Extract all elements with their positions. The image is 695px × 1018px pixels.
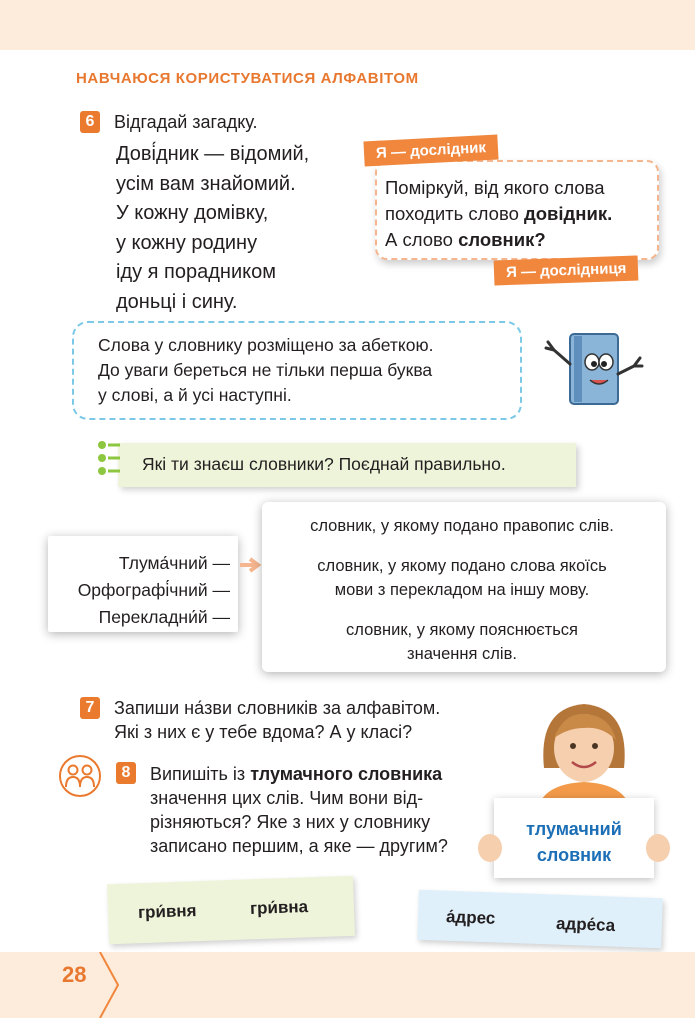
rule-line: До уваги береться не тільки перша буква <box>98 360 433 380</box>
riddle-line: іду я порадником <box>116 261 276 283</box>
top-band <box>0 0 695 50</box>
definition: словник, у якому подано слова якоїсь <box>317 557 607 575</box>
researcher-boy-tag: Я — дослідник <box>363 135 498 167</box>
dictionary-types <box>48 550 230 631</box>
rule-line: у слові, а й усі наступні. <box>98 385 292 405</box>
riddle-line: У кожну домівку, <box>116 202 269 224</box>
page-number: 28 <box>62 962 87 987</box>
riddle-line: у кожну родину <box>116 231 258 254</box>
task-6-badge: 6 <box>80 111 100 133</box>
task-8-line-text: Випишіть із <box>150 764 251 784</box>
definition: словник, у якому пояснюється <box>346 621 578 639</box>
researcher-girl-tag: Я — дослідниця <box>494 255 639 285</box>
researcher-line <box>385 201 612 227</box>
keyword-dovidnyk: довідник. <box>524 203 613 224</box>
task-8-line <box>150 762 448 786</box>
task-8-badge: 8 <box>116 762 136 784</box>
riddle-line: Дові́дник — відомий, <box>116 143 310 165</box>
rule-text <box>98 333 498 408</box>
riddle <box>116 140 309 317</box>
researcher-line-text: А слово <box>385 229 459 250</box>
dictionary-type: Орфографі́чний — <box>77 580 230 600</box>
rule-line: Слова у словнику розміщено за абеткою. <box>98 335 434 355</box>
task-7-line: Які з них є у тебе вдома? А у класі? <box>114 722 413 742</box>
keyword-slovnyk: словник? <box>458 229 546 250</box>
chevron-right-icon <box>94 952 124 1018</box>
task-7-text <box>114 696 440 744</box>
sign-line: словник <box>536 845 612 865</box>
researcher-card-text <box>385 175 612 253</box>
task-7-badge: 7 <box>80 697 100 719</box>
list-icon <box>96 440 122 476</box>
book-mascot-illustration <box>540 322 650 412</box>
sign-line: тлумачний <box>526 819 622 839</box>
hands-illustration <box>476 828 672 868</box>
task-8-line: різняються? Яке з них у словнику <box>150 812 431 832</box>
question-text: Які ти знаєш словники? Поєднай правильно. <box>142 454 506 474</box>
researcher-line-text: походить слово <box>385 203 524 224</box>
dictionary-type: Перекладни́й — <box>98 607 230 627</box>
riddle-line: усім вам знайомий. <box>116 172 296 195</box>
task-8-text <box>150 762 448 858</box>
definition: словник, у якому подано правопис слів. <box>310 517 614 535</box>
definition: значення слів. <box>407 645 517 663</box>
researcher-line <box>385 227 612 253</box>
definition: мови з перекладом на іншу мову. <box>334 581 590 599</box>
task-8-line: значення цих слів. Чим вони від- <box>150 788 424 808</box>
section-title: НАВЧАЮСЯ КОРИСТУВАТИСЯ АЛФАВІТОМ <box>76 70 419 87</box>
word-hryvnia: гри́вня <box>137 900 197 923</box>
researcher-line: Поміркуй, від якого слова <box>385 177 605 198</box>
keyword-explanatory-dictionary: тлумачного словника <box>250 764 443 784</box>
definitions <box>262 514 662 666</box>
word-adresa: адре́са <box>555 913 616 936</box>
task-7-line: Запиши на́зви словників за алфавітом. <box>114 698 441 718</box>
dictionary-type: Тлума́чний — <box>118 553 230 573</box>
pair-work-icon <box>58 754 102 798</box>
riddle-line: доньці і сину. <box>116 290 238 313</box>
word-adres: а́дрес <box>445 907 496 928</box>
girl-illustration <box>524 698 644 808</box>
task-8-line: записано першим, а яке — другим? <box>150 836 448 856</box>
task-6-instruction: Відгадай загадку. <box>114 112 258 132</box>
word-hryvna: гри́вна <box>249 896 309 919</box>
